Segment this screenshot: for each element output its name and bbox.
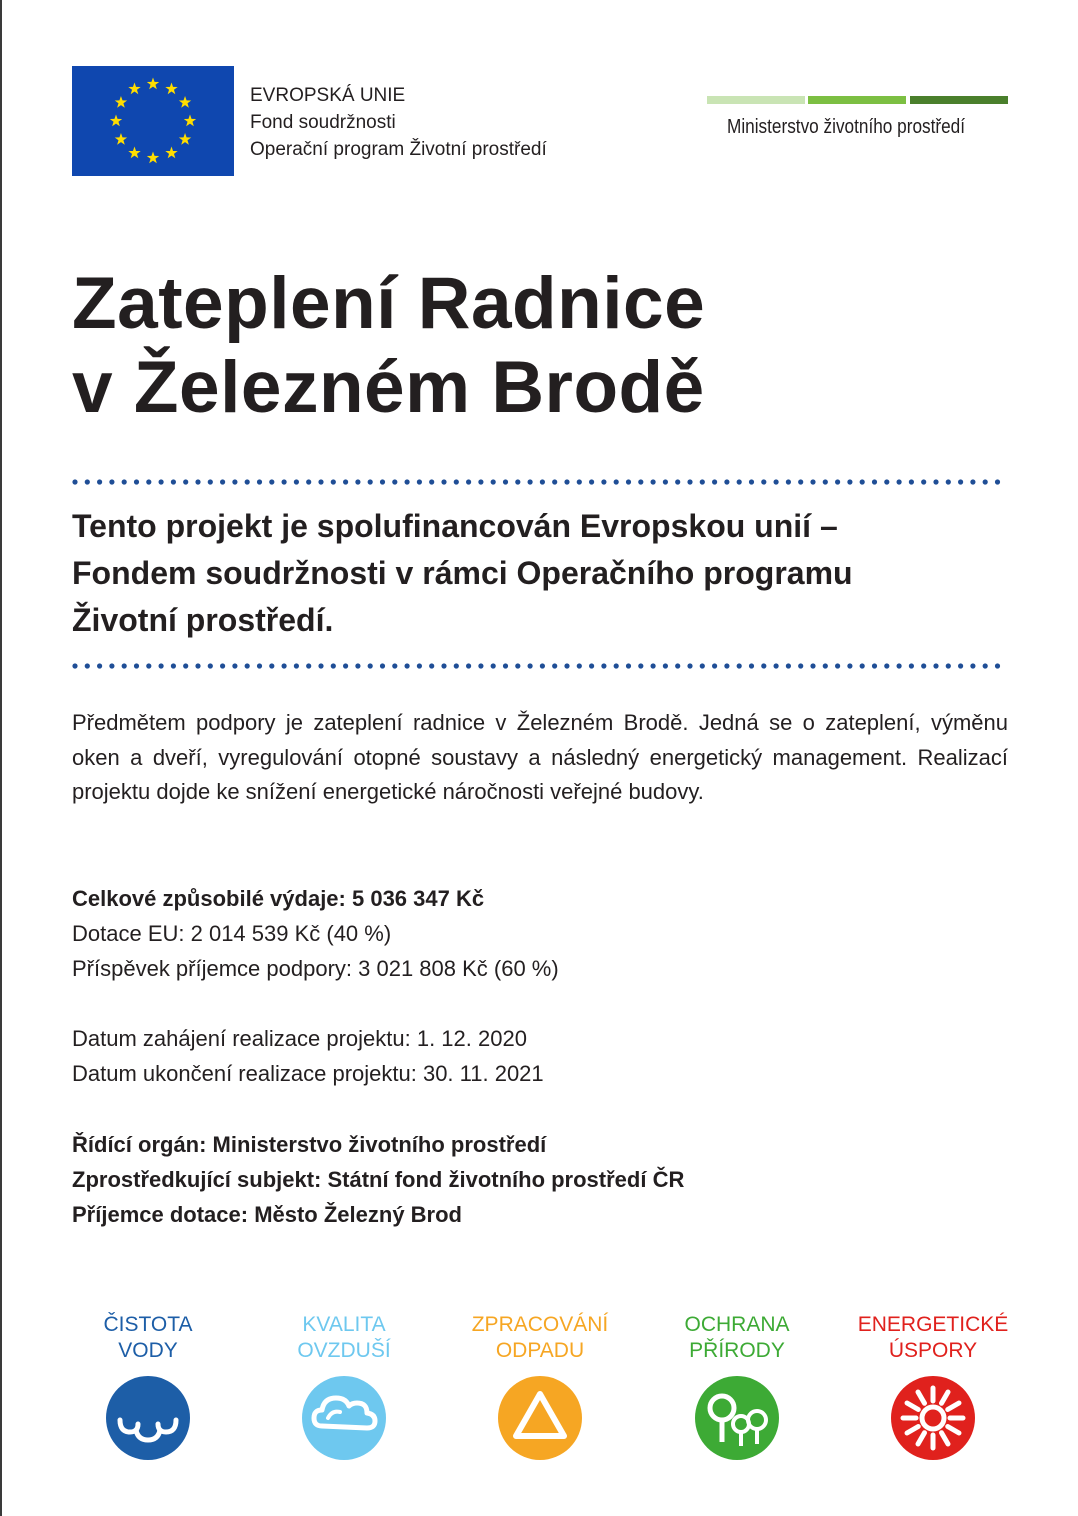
- priority-label-line-2: VODY: [118, 1339, 178, 1362]
- eu-star-icon: [165, 147, 177, 159]
- eu-program-text: [250, 82, 547, 163]
- funding-line-1: Tento projekt je spolufinancován Evropskou unií –: [72, 508, 838, 544]
- eu-star-icon: [110, 115, 122, 127]
- eu-line-2: Fond soudržnosti: [250, 112, 396, 133]
- priority-label-line-2: OVZDUŠÍ: [297, 1339, 391, 1362]
- priority-label-line-2: ODPADU: [495, 1339, 585, 1362]
- eu-star-icon: [115, 133, 127, 145]
- priority-label-line-1: ČISTOTA: [103, 1313, 193, 1336]
- eu-star-icon: [179, 133, 191, 145]
- cloud-icon: [302, 1376, 386, 1460]
- grant-recipient: Příjemce dotace: Město Železný Brod: [72, 1202, 462, 1227]
- eu-line-1: EVROPSKÁ UNIE: [250, 85, 406, 106]
- priority-label-line-1: ENERGETICKÉ: [857, 1313, 1009, 1336]
- priority-label: [254, 1312, 434, 1364]
- title-line-1: Zateplení Radnice: [72, 263, 706, 344]
- eu-flag-logo: [72, 66, 234, 176]
- priority-label-line-2: PŘÍRODY: [689, 1339, 785, 1362]
- funding-statement: [72, 503, 1008, 644]
- ministry-bar-mid: [808, 96, 906, 104]
- priority-label: [647, 1312, 827, 1364]
- priority-label: [843, 1312, 1023, 1364]
- ministry-bar-light: [707, 96, 805, 104]
- ministry-name: Ministerstvo životního prostředí: [727, 116, 966, 138]
- eu-star-icon: [115, 96, 127, 108]
- ministry-bar-dark: [910, 96, 1008, 104]
- end-date: Datum ukončení realizace projektu: 30. 11. 2021: [72, 1061, 544, 1086]
- bodies-block: [72, 1127, 684, 1232]
- eu-star-icon: [179, 96, 191, 108]
- priority-label: [450, 1312, 630, 1364]
- funding-line-2: Fondem soudržnosti v rámci Operačního programu: [72, 555, 853, 591]
- trees-icon: [695, 1376, 779, 1460]
- recipient-contribution: Příspěvek příjemce podpory: 3 021 808 Kč (60 %): [72, 956, 559, 981]
- intermediate-body: Zprostředkující subjekt: Státní fond životního prostředí ČR: [72, 1167, 685, 1192]
- priority-label-line-2: ÚSPORY: [888, 1339, 978, 1362]
- eu-line-3: Operační program Životní prostředí: [250, 139, 547, 160]
- page-border: [0, 0, 2, 1516]
- eu-grant: Dotace EU: 2 014 539 Kč (40 %): [72, 921, 392, 946]
- eu-star-icon: [128, 147, 140, 159]
- eu-star-icon: [147, 152, 159, 164]
- total-costs: Celkové způsobilé výdaje: 5 036 347 Kč: [72, 886, 485, 911]
- priority-water: [58, 1312, 238, 1364]
- priority-air: [254, 1312, 434, 1364]
- title-line-2: v Železném Brodě: [72, 347, 705, 428]
- dotted-divider-bottom: [72, 662, 1008, 670]
- eu-star-icon: [128, 82, 140, 94]
- water-icon: [106, 1376, 190, 1460]
- priority-energy: [843, 1312, 1023, 1364]
- priority-waste: [450, 1312, 630, 1364]
- priority-label-line-1: KVALITA: [302, 1313, 386, 1336]
- start-date: Datum zahájení realizace projektu: 1. 12. 2020: [72, 1026, 527, 1051]
- sun-icon: [891, 1376, 975, 1460]
- funding-line-3: Životní prostředí.: [72, 602, 334, 638]
- eu-star-icon: [147, 78, 159, 90]
- page-title: [72, 262, 705, 430]
- priority-label: [58, 1312, 238, 1364]
- priority-nature: [647, 1312, 827, 1364]
- priority-label-line-1: OCHRANA: [684, 1313, 790, 1336]
- project-description: Předmětem podpory je zateplení radnice v Železném Brodě. Jedná se o zateplení, výměnu oken a dveří, vyregulování otopné soustavy a následný energetický management. Realizací projektu dojde ke snížení energetické náročnosti veřejné budovy.: [72, 710, 1008, 804]
- cost-block: [72, 881, 559, 986]
- priority-label-line-1: ZPRACOVÁNÍ: [471, 1313, 609, 1336]
- eu-star-icon: [165, 82, 177, 94]
- eu-star-icon: [184, 115, 196, 127]
- dates-block: [72, 1021, 544, 1091]
- managing-authority: Řídící orgán: Ministerstvo životního prostředí: [72, 1132, 547, 1157]
- recycle-triangle-icon: [498, 1376, 582, 1460]
- dotted-divider-top: [72, 478, 1008, 486]
- ministry-logo-bars: [707, 96, 1008, 104]
